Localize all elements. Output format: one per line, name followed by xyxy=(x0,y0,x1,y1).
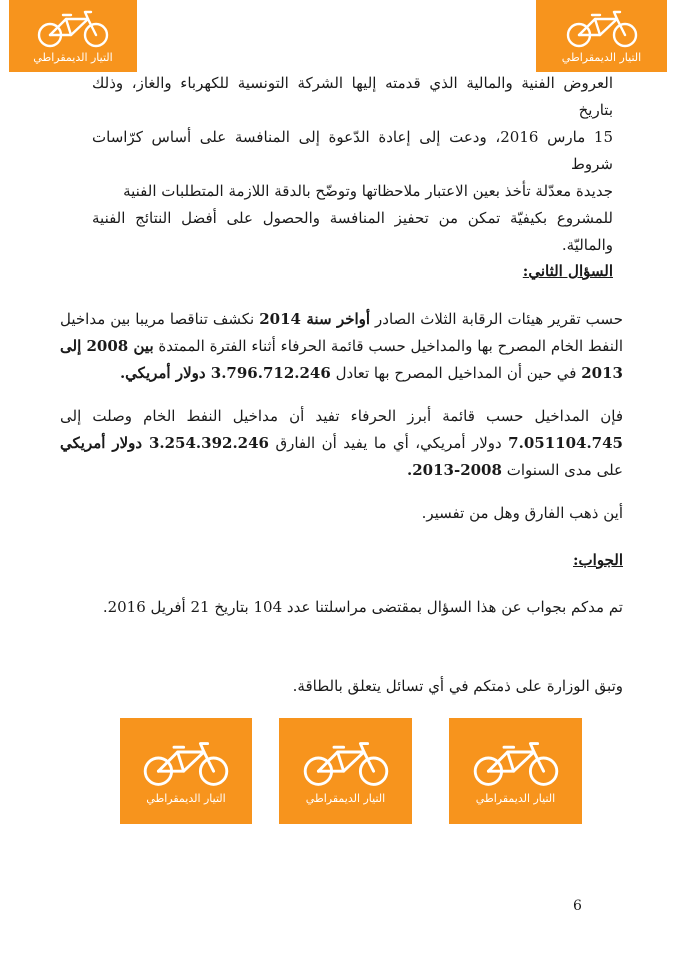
bold-span: 7.051104.745 xyxy=(508,434,623,452)
text-span: في حين أن المداخيل المصرح بها تعادل xyxy=(330,364,582,382)
logo-text: التيار الديمقراطي xyxy=(475,791,556,805)
text-line: جديدة معدّلة تأخذ بعين الاعتبار ملاحظاتها وتوضّح بالدقة اللازمة المتطلبات الفنية xyxy=(123,182,613,200)
bold-span: بين 2008 إلى 2013 xyxy=(60,337,623,382)
logo-text: التيار الديمقراطي xyxy=(561,50,642,64)
logo-text: التيار الديمقراطي xyxy=(305,791,386,805)
logo-bottom-left xyxy=(120,718,252,824)
logo-top-left xyxy=(9,0,137,72)
answer-paragraph-1: تم مدكم بجواب عن هذا السؤال بمقتضى مراسلتنا عدد 104 بتاريخ 21 أفريل 2016. xyxy=(102,598,623,616)
bicycle-icon xyxy=(562,9,642,49)
text-line: العروض الفنية والمالية الذي قدمته إليها الشركة التونسية للكهرباء والغاز، وذلك بتاريخ xyxy=(92,74,613,119)
logo-top-right xyxy=(536,0,667,72)
answer-paragraph-2: وتبق الوزارة على ذمتكم في أي تسائل يتعلق بالطاقة. xyxy=(292,677,623,695)
text-span: حسب تقرير هيئات الرقابة الثلاث الصادر xyxy=(370,310,623,328)
bicycle-icon xyxy=(138,738,234,790)
question-heading: السؤال الثاني: xyxy=(522,262,613,280)
text-span: نكشف تناقصا مريبا بين مداخيل النفط الخام المصرح بها والمداخيل حسب قائمة الحرفاء أثناء الفترة الممتدة xyxy=(60,310,623,355)
intro-paragraph xyxy=(92,70,613,259)
question-paragraph-2 xyxy=(60,403,623,484)
logo-text: التيار الديمقراطي xyxy=(146,791,226,805)
text-line: للمشروع بكيفيّة تمكن من تحفيز المنافسة والحصول على أفضل النتائج الفنية والماليّة. xyxy=(92,209,613,254)
bold-span: أواخر سنة 2014 xyxy=(259,310,371,328)
bicycle-icon xyxy=(468,738,564,790)
question-paragraph-1 xyxy=(60,306,623,387)
logo-text: التيار الديمقراطي xyxy=(33,50,113,64)
bold-span: 3.254.392.246 دولار أمريكي xyxy=(60,434,269,452)
question-paragraph-3: أين ذهب الفارق وهل من تفسير. xyxy=(421,504,623,522)
text-span: فإن المداخيل حسب قائمة أبرز الحرفاء تفيد أن مداخيل النفط الخام وصلت إلى xyxy=(60,407,623,425)
answer-heading: الجواب: xyxy=(573,551,623,569)
bold-span: 2008-2013. xyxy=(406,461,502,479)
logo-bottom-right xyxy=(449,718,582,824)
text-span: على مدى السنوات xyxy=(501,461,623,479)
text-span: دولار أمريكي، أي ما يفيد أن الفارق xyxy=(269,434,509,452)
bicycle-icon xyxy=(33,9,113,49)
logo-bottom-center xyxy=(279,718,412,824)
bicycle-icon xyxy=(298,738,394,790)
page-number: 6 xyxy=(573,898,582,914)
bold-span: 3.796.712.246 دولار أمريكي. xyxy=(119,364,331,382)
text-line: 15 مارس 2016، ودعت إلى إعادة الدّعوة إلى المنافسة على أساس كرّاسات شروط xyxy=(92,128,613,173)
